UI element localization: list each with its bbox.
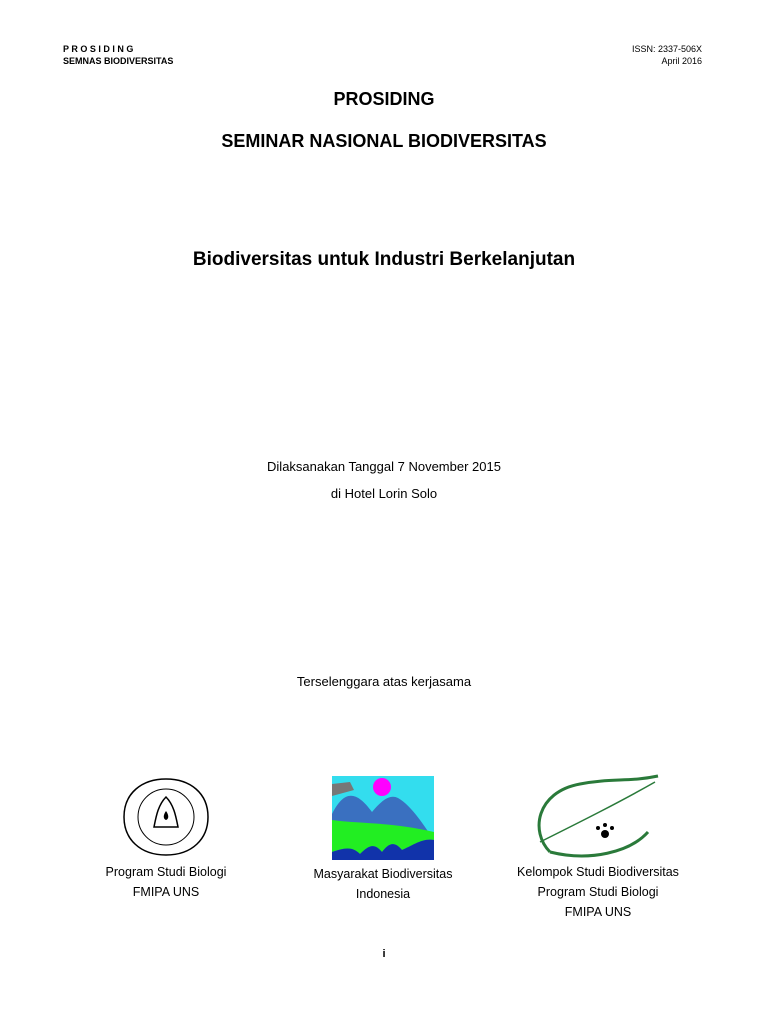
header-semnas: SEMNAS BIODIVERSITAS <box>63 56 174 66</box>
event-venue: di Hotel Lorin Solo <box>330 486 438 501</box>
header-prosiding: P R O S I D I N G <box>63 44 134 54</box>
organizer-uns <box>56 862 276 902</box>
theme-text: Biodiversitas untuk Industri Berkelanjutan <box>192 249 576 270</box>
title-seminar: SEMINAR NASIONAL BIODIVERSITAS <box>221 131 547 151</box>
header-left <box>63 43 173 67</box>
organizer-uns-line2: FMIPA UNS <box>132 885 200 899</box>
organizer-ksb <box>488 862 708 922</box>
page-number: i <box>382 948 386 960</box>
organizer-ksb-line1: Kelompok Studi Biodiversitas <box>517 865 679 879</box>
event-date: Dilaksanakan Tanggal 7 November 2015 <box>267 459 501 474</box>
mbi-logo <box>332 776 434 860</box>
header-right <box>632 43 702 67</box>
organizer-mbi-line1: Masyarakat Biodiversitas <box>313 867 453 881</box>
ksb-logo <box>530 772 665 860</box>
uns-logo <box>120 775 212 860</box>
organizer-mbi-line2: Indonesia <box>355 887 411 901</box>
theme-title <box>0 249 768 271</box>
header-date: April 2016 <box>661 56 702 66</box>
cooperation-text: Terselenggara atas kerjasama <box>296 674 472 689</box>
organizer-ksb-line3: FMIPA UNS <box>564 905 632 919</box>
organizer-uns-line1: Program Studi Biologi <box>105 865 227 879</box>
organizer-ksb-line2: Program Studi Biologi <box>537 885 659 899</box>
header-issn: ISSN: 2337-506X <box>631 44 702 54</box>
organizer-mbi <box>273 864 493 904</box>
title-prosiding: PROSIDING <box>333 89 435 109</box>
